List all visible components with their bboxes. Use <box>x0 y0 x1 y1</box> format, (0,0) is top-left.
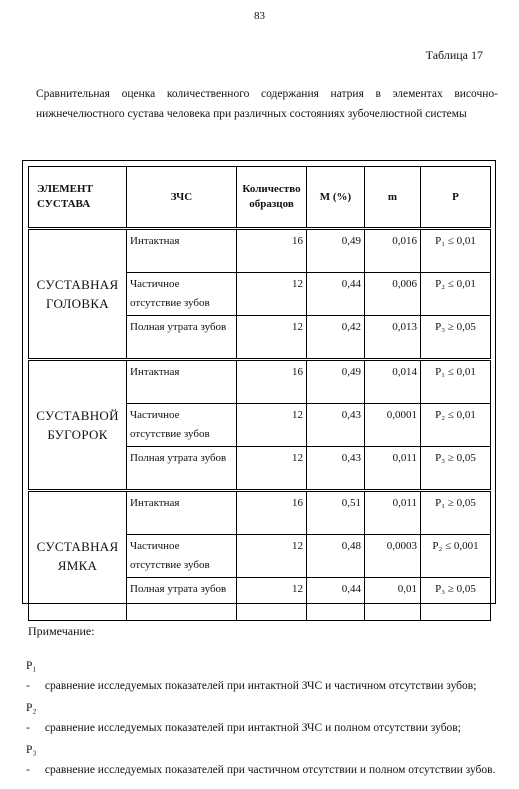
cell-zchs: Частичное отсутствие зубов <box>127 535 237 578</box>
cell-count: 12 <box>237 273 307 316</box>
cell-m: 0,0001 <box>365 404 421 447</box>
cell-p: Р₂ ≤ 0,01 <box>421 273 491 316</box>
cell-p: Р₁ ≤ 0,01 <box>421 229 491 273</box>
cell-count: 12 <box>237 447 307 491</box>
cell-m: 0,016 <box>365 229 421 273</box>
cell-zchs: Интактная <box>127 360 237 404</box>
header-element: ЭЛЕМЕНТ СУСТАВА <box>29 167 127 229</box>
header-count: Количество образцов <box>237 167 307 229</box>
table-caption: Сравнительная оценка количественного содержания натрия в элементах височно-нижнечелюстного сустава человека при различных состояниях зубочелюстной системы <box>36 88 498 120</box>
group-label: СУСТАВНАЯ ГОЛОВКА <box>29 229 127 360</box>
cell-M: 0,49 <box>307 229 365 273</box>
cell-zchs: Полная утрата зубов <box>127 578 237 621</box>
cell-M: 0,48 <box>307 535 365 578</box>
note-item <box>26 698 496 738</box>
cell-count: 12 <box>237 316 307 360</box>
cell-zchs: Интактная <box>127 491 237 535</box>
cell-count: 16 <box>237 360 307 404</box>
cell-count: 12 <box>237 535 307 578</box>
cell-p: Р₃ ≥ 0,05 <box>421 316 491 360</box>
cell-m: 0,014 <box>365 360 421 404</box>
cell-zchs: Интактная <box>127 229 237 273</box>
cell-p: Р₂ ≤ 0,01 <box>421 404 491 447</box>
cell-count: 16 <box>237 229 307 273</box>
cell-m: 0,006 <box>365 273 421 316</box>
note-item <box>26 740 496 780</box>
note-symbol: Р₁ - <box>26 660 37 692</box>
note-symbol: Р₂ - <box>26 702 37 734</box>
cell-p: Р₃ ≥ 0,05 <box>421 447 491 491</box>
table-label: Таблица 17 <box>425 48 483 62</box>
cell-zchs: Частичное отсутствие зубов <box>127 273 237 316</box>
note-text: сравнение исследуемых показателей при интактной ЗЧС и полном отсутствии зубов; <box>44 722 461 734</box>
notes-list <box>26 656 496 782</box>
table-row <box>29 491 491 535</box>
cell-zchs: Частичное отсутствие зубов <box>127 404 237 447</box>
cell-m: 0,013 <box>365 316 421 360</box>
note-symbol: Р₃ - <box>26 744 37 776</box>
header-m: m <box>365 167 421 229</box>
group-label: СУСТАВНОЙ БУГОРОК <box>29 360 127 491</box>
page-number: 83 <box>254 10 265 22</box>
cell-M: 0,44 <box>307 273 365 316</box>
cell-M: 0,51 <box>307 491 365 535</box>
note-item <box>26 656 496 696</box>
header-m-pct: М (%) <box>307 167 365 229</box>
cell-M: 0,43 <box>307 404 365 447</box>
group-label: СУСТАВНАЯ ЯМКА <box>29 491 127 621</box>
header-row <box>29 167 491 229</box>
table-row <box>29 360 491 404</box>
cell-m: 0,01 <box>365 578 421 621</box>
cell-m: 0,011 <box>365 491 421 535</box>
header-p: Р <box>421 167 491 229</box>
cell-p: Р₁ ≥ 0,05 <box>421 491 491 535</box>
cell-p: Р₃ ≥ 0,05 <box>421 578 491 621</box>
cell-zchs: Полная утрата зубов <box>127 447 237 491</box>
cell-M: 0,49 <box>307 360 365 404</box>
note-title: Примечание: <box>28 624 95 638</box>
cell-p: Р₁ ≤ 0,01 <box>421 360 491 404</box>
cell-m: 0,011 <box>365 447 421 491</box>
cell-m: 0,0003 <box>365 535 421 578</box>
cell-M: 0,44 <box>307 578 365 621</box>
cell-p: Р₂ ≤ 0,001 <box>421 535 491 578</box>
cell-count: 16 <box>237 491 307 535</box>
cell-count: 12 <box>237 578 307 621</box>
header-zchs: ЗЧС <box>127 167 237 229</box>
cell-M: 0,43 <box>307 447 365 491</box>
note-text: сравнение исследуемых показателей при частичном отсутствии и полном отсутствии зубов. <box>44 764 496 776</box>
cell-zchs: Полная утрата зубов <box>127 316 237 360</box>
cell-count: 12 <box>237 404 307 447</box>
cell-M: 0,42 <box>307 316 365 360</box>
note-text: сравнение исследуемых показателей при интактной ЗЧС и частичном отсутствии зубов; <box>44 680 477 692</box>
table-row <box>29 229 491 273</box>
sodium-table <box>28 166 491 621</box>
